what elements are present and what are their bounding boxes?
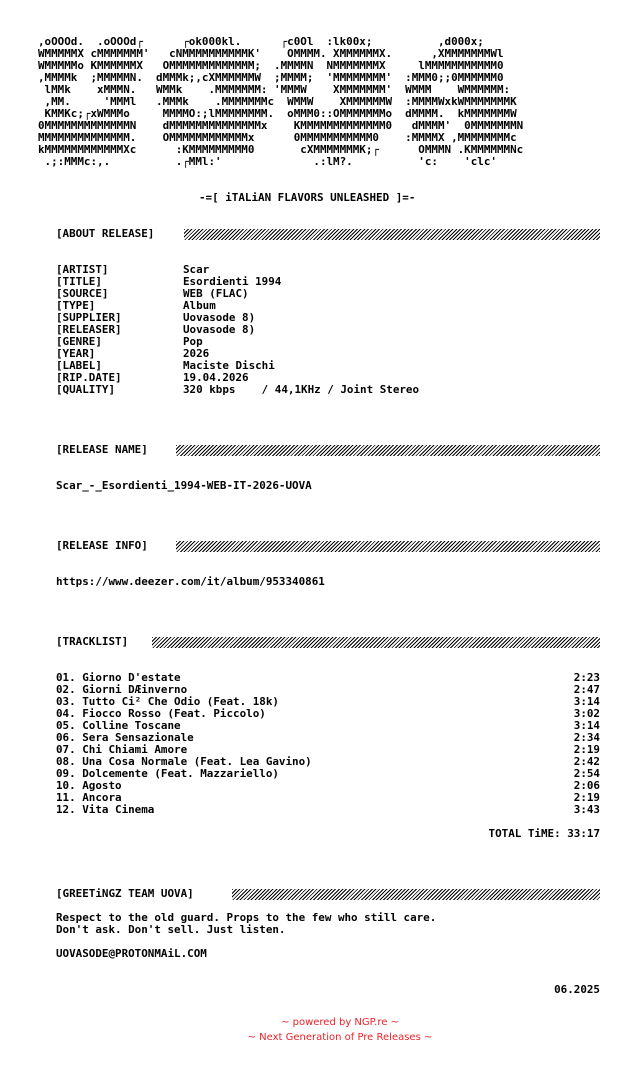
greetings-line-1: Respect to the old guard. Props to the few who still care. xyxy=(56,911,437,924)
section-header-tracklist: [TRACKLIST] xyxy=(56,635,129,648)
about-key: [QUALITY] xyxy=(56,383,116,396)
about-row xyxy=(56,384,419,396)
greetings-line-2: Don't ask. Don't sell. Just listen. xyxy=(56,923,286,936)
track-title: 04. Fiocco Rosso (Feat. Piccolo) xyxy=(56,707,266,720)
about-value: Esordienti 1994 xyxy=(183,275,282,288)
track-duration: 2:34 xyxy=(573,731,600,744)
track-duration: 2:47 xyxy=(573,683,600,696)
track-duration: 2:42 xyxy=(573,755,600,768)
track-title: 10. Agosto xyxy=(56,779,122,792)
track-title: 03. Tutto Ci² Che Odio (Feat. 18k) xyxy=(56,695,279,708)
track-row xyxy=(56,804,600,816)
track-duration: 2:54 xyxy=(573,767,600,780)
about-value: Scar xyxy=(183,263,210,276)
track-duration: 3:43 xyxy=(573,803,600,816)
about-value: Uovasode 8) xyxy=(183,323,256,336)
about-value: 2026 xyxy=(183,347,210,360)
about-value: 19.04.2026 xyxy=(183,371,249,384)
release-info-link[interactable]: https://www.deezer.com/it/album/953340861 xyxy=(56,575,325,588)
track-title: 07. Chi Chiami Amore xyxy=(56,743,188,756)
about-key: [SUPPLIER] xyxy=(56,311,122,324)
track-title: 12. Vita Cinema xyxy=(56,803,155,816)
about-value: 320 kbps / 44,1KHz / Joint Stereo xyxy=(183,383,420,396)
about-key: [SOURCE] xyxy=(56,287,109,300)
section-divider-about xyxy=(184,229,600,240)
track-duration: 3:02 xyxy=(573,707,600,720)
track-title: 08. Una Cosa Normale (Feat. Lea Gavino) xyxy=(56,755,312,768)
footer-tagline: ~ Next Generation of Pre Releases ~ xyxy=(247,1032,433,1043)
about-value: Album xyxy=(183,299,216,312)
footer-powered-by[interactable]: ~ powered by NGP.re ~ xyxy=(281,1017,399,1028)
track-duration: 2:19 xyxy=(573,791,600,804)
about-key: [RELEASER] xyxy=(56,323,122,336)
track-duration: 2:06 xyxy=(573,779,600,792)
track-duration: 2:19 xyxy=(573,743,600,756)
about-key: [RIP.DATE] xyxy=(56,371,122,384)
about-value: Uovasode 8) xyxy=(183,311,256,324)
track-title: 01. Giorno D'estate xyxy=(56,671,181,684)
section-divider-release-info xyxy=(176,541,600,552)
release-date: 06.2025 xyxy=(554,983,600,996)
track-duration: 2:23 xyxy=(573,671,600,684)
about-value: WEB (FLAC) xyxy=(183,287,249,300)
contact-email[interactable]: UOVASODE@PROTONMAiL.COM xyxy=(56,947,207,960)
track-row xyxy=(56,768,600,780)
track-duration: 3:14 xyxy=(573,719,600,732)
section-header-about: [ABOUT RELEASE] xyxy=(56,227,155,240)
ascii-logo: ,oOOOd. .oOOOd┌ ┌ok000kl. ┌c0Ol :lk00x; ,d000x; WMMMMMX cMMMMMMM' cNMMMMMMMMMMK' OMMMM. XMMMMMMX. ,XMMMMMMMWl WMMMMMo KMMMMMMX OMMMMMMMMMMMMM; .MMMMN NMMMMMMMX lMMMMMMMMMMM0 ,MMMMk ;MMMMMN. dMMMk;,cXMMMMMMW ;MMMM; 'MMMMMMMM' :MMM0;;0MMMMMM0 lMMk xMMMN. WMMk .MMMMMMM: 'MMMW XMMMMMMM' WMMM WMMMMMM: ,MM. 'MMMl .MMMk .MMMMMMMc WMMW XMMMMMMW :MMMMWxkWMMMMMMMK KMMKc;┌xWMMMo MMMMO:;lMMMMMMMM. oMMM0::OMMMMMMMo dMMMM. kMMMMMMMW 0MMMMMMMMMMMMMN dMMMMMMMMMMMMMMx KMMMMMMMMMMMMM0 dMMMM' 0MMMMMMMN MMMMMMMMMMMMMM. OMMMMMMMMMMMMx 0MMMMMMMMMMM0 :MMMMX ,MMMMMMMMc kMMMMMMMMMMMMXc :KMMMMMMMMM0 cXMMMMMMMK;┌ OMMMN .KMMMMMMNc .;:MMMc:,. .┌MMl:' .:lM?. 'c: 'clc' xyxy=(38,35,524,168)
about-key: [TITLE] xyxy=(56,275,102,288)
about-value: Maciste Dischi xyxy=(183,359,275,372)
release-name: Scar_-_Esordienti_1994-WEB-IT-2026-UOVA xyxy=(56,479,312,492)
track-title: 11. Ancora xyxy=(56,791,122,804)
section-divider-release-name xyxy=(176,445,600,456)
about-key: [GENRE] xyxy=(56,335,102,348)
about-key: [YEAR] xyxy=(56,347,96,360)
section-header-release-info: [RELEASE INFO] xyxy=(56,539,148,552)
track-title: 06. Sera Sensazionale xyxy=(56,731,194,744)
total-time: TOTAL TiME: 33:17 xyxy=(488,827,600,840)
section-header-greetings: [GREETiNGZ TEAM UOVA] xyxy=(56,887,194,900)
about-key: [TYPE] xyxy=(56,299,96,312)
section-header-release-name: [RELEASE NAME] xyxy=(56,443,148,456)
section-divider-greetings xyxy=(232,889,600,900)
track-row xyxy=(56,780,600,792)
track-title: 09. Dolcemente (Feat. Mazzariello) xyxy=(56,767,279,780)
about-value: Pop xyxy=(183,335,203,348)
tagline: -=[ iTALiAN FLAVORS UNLEASHED ]=- xyxy=(199,191,416,204)
track-duration: 3:14 xyxy=(573,695,600,708)
about-key: [ARTIST] xyxy=(56,263,109,276)
section-divider-tracklist xyxy=(152,637,600,648)
about-key: [LABEL] xyxy=(56,359,102,372)
track-title: 02. Giorni DÆinverno xyxy=(56,683,188,696)
track-title: 05. Colline Toscane xyxy=(56,719,181,732)
